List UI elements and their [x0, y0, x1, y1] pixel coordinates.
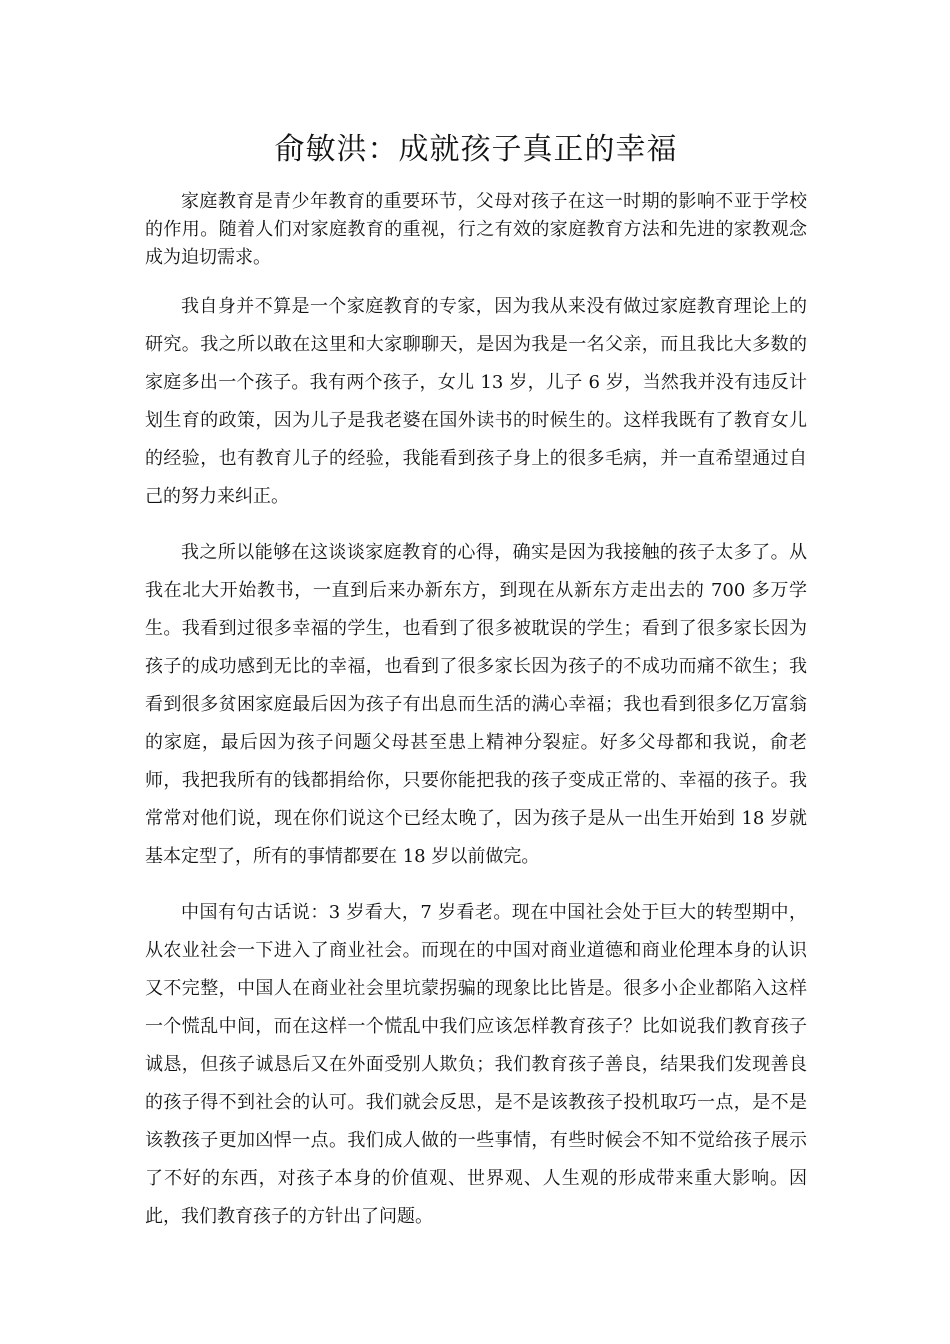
- paragraph-2: 我自身并不算是一个家庭教育的专家，因为我从来没有做过家庭教育理论上的研究。我之所以敢在这里和大家聊聊天，是因为我是一名父亲，而且我比大多数的家庭多出一个孩子。我有两个孩子，女儿 13 岁，儿子 6 岁，当然我并没有违反计划生育的政策，因为儿子是我老婆在国外读书的时候生的。这样我既有了教育女儿的经验，也有教育儿子的经验，我能看到孩子身上的很多毛病，并一直希望通过自己的努力来纠正。: [145, 296, 807, 507]
- paragraph-1: 家庭教育是青少年教育的重要环节，父母对孩子在这一时期的影响不亚于学校的作用。随着人们对家庭教育的重视，行之有效的家庭教育方法和先进的家教观念成为迫切需求。: [145, 191, 807, 268]
- paragraph-3: 我之所以能够在这谈谈家庭教育的心得，确实是因为我接触的孩子太多了。从我在北大开始教书，一直到后来办新东方，到现在从新东方走出去的 700 多万学生。我看到过很多幸福的学生，也看到了很多被耽误的学生；看到了很多家长因为孩子的成功感到无比的幸福，也看到了很多家长因为孩子的不成功而痛不欲生；我看到很多贫困家庭最后因为孩子有出息而生活的满心幸福；我也看到很多亿万富翁的家庭，最后因为孩子问题父母甚至患上精神分裂症。好多父母都和我说，俞老师，我把我所有的钱都捐给你，只要你能把我的孩子变成正常的、幸福的孩子。我常常对他们说，现在你们说这个已经太晚了，因为孩子是从一出生开始到 18 岁就基本定型了，所有的事情都要在 18 岁以前做完。: [145, 542, 807, 867]
- document-title: 俞敏洪：成就孩子真正的幸福: [274, 132, 678, 167]
- document-page: [145, 128, 807, 1236]
- paragraph-4: 中国有句古话说：3 岁看大，7 岁看老。现在中国社会处于巨大的转型期中，从农业社会一下进入了商业社会。而现在的中国对商业道德和商业伦理本身的认识又不完整，中国人在商业社会里坑蒙拐骗的现象比比皆是。很多小企业都陷入这样一个慌乱中间，而在这样一个慌乱中我们应该怎样教育孩子？比如说我们教育孩子诚恳，但孩子诚恳后又在外面受别人欺负；我们教育孩子善良，结果我们发现善良的孩子得不到社会的认可。我们就会反思，是不是该教孩子投机取巧一点，是不是该教孩子更加凶悍一点。我们成人做的一些事情，有些时候会不知不觉给孩子展示了不好的东西，对孩子本身的价值观、世界观、人生观的形成带来重大影响。因此，我们教育孩子的方针出了问题。: [145, 902, 807, 1227]
